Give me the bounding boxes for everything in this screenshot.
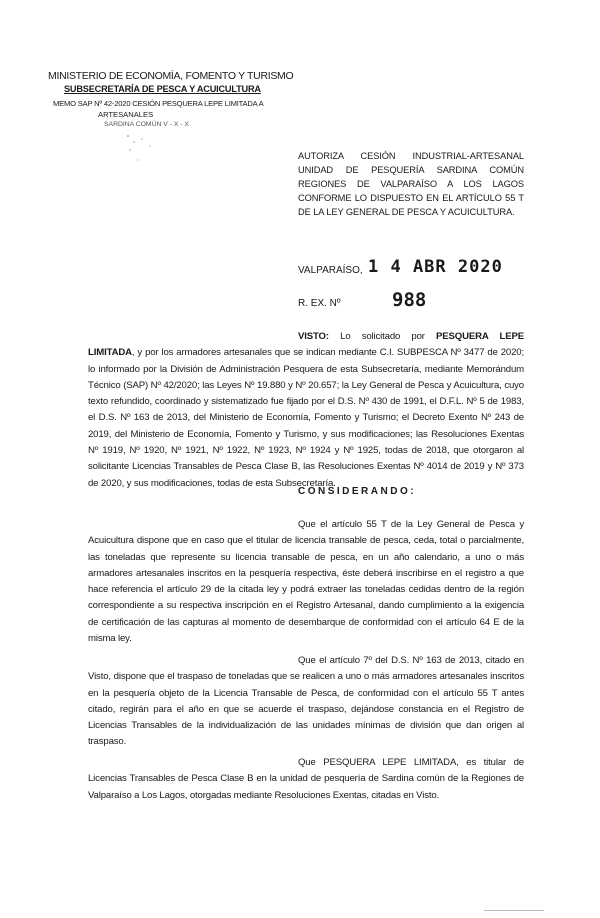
rex-label: R. EX. Nº <box>298 298 341 309</box>
visto-text-b: , y por los armadores artesanales que se indican mediante C.I. SUBPESCA Nº 3477 de 2020; lo informado por la División de Administración Pesquera de esta Subsecretaría, mediante Memorándum Técnico (SAP) Nº 42/2020; las Leyes Nº 19.880 y Nº 20.657; la Ley General de Pesca y Acuicultura, cuyo texto refundido, coordinado y sistematizado fue fijado por el D.S. Nº 430 de 1991, el D.F.L. Nº 5 de 1983, el D.S. Nº 163 de 2013, del Ministerio de Economía, Fomento y Turismo; el Decreto Exento Nº 243 de 2019, del Ministerio de Economía, Fomento y Turismo, y sus modificaciones; las Resoluciones Exentas Nº 1919, Nº 1920, Nº 1921, Nº 1922, Nº 1923, Nº 1924 y Nº 1925, todas de 2018, que otorgaron al solicitante Licencias Transables de Pesca Clase B, las Resoluciones Exentas Nº 4014 de 2019 y Nº 373 de 2020, y sus modificaciones, todas de esta Subsecretaría. <box>88 347 524 489</box>
memo-reference-line-1: MEMO SAP Nº 42-2020 CESIÓN PESQUERA LEPE LIMITADA A <box>53 99 264 108</box>
scan-speckle-marks <box>120 130 180 170</box>
memo-reference-line-3: SARDINA COMÚN V - X - X <box>104 121 189 128</box>
visto-label: VISTO: <box>298 331 329 342</box>
considerando-paragraph-1: Que el artículo 55 T de la Ley General de Pesca y Acuicultura dispone que en caso que el titular de licencia transable de pesca, ceda, total o parcialmente, las toneladas que represente su licencia transable de pesca, en un año calendario, a uno o más armadores artesanales inscritos en la pesquería respectiva, éste deberá inscribirse en el registro a que hace referencia el artículo 29 de la citada ley y podrá extraer las toneladas cedidas dentro de la región correspondiente a su respectiva inscripción en el Registro Artesanal, dando cumplimiento a la exigencia de certificación de las capturas al momento de desembarque de conformidad con el artículo 64 E de la misma ley. <box>88 519 524 645</box>
undersecretariat-header: SUBSECRETARÍA DE PESCA Y ACUICULTURA <box>64 84 261 94</box>
ministry-header: MINISTERIO DE ECONOMÍA, FOMENTO Y TURISMO <box>48 70 294 82</box>
considerando-heading: CONSIDERANDO: <box>298 486 417 497</box>
considerando-paragraph-3: Que PESQUERA LEPE LIMITADA, es titular de Licencias Transables de Pesca Clase B en la unidad de pesquería de Sardina común de la Regiones de Valparaíso a Los Lagos, otorgadas mediante Resoluciones Exentas, citadas en Visto. <box>88 757 524 801</box>
visto-text-a: Lo solicitado por <box>340 331 437 342</box>
visto-paragraph <box>88 329 524 492</box>
date-stamp: 1 4 ABR 2020 <box>368 257 503 277</box>
rex-number: 988 <box>392 289 427 311</box>
visto-company: PESQUERA LEPE LIMITADA <box>88 331 524 359</box>
footer-mark <box>484 910 544 911</box>
considerando-paragraph-2: Que el artículo 7º del D.S. Nº 163 de 2013, citado en Visto, dispone que el traspaso de toneladas que se realicen a uno o más armadores artesanales inscritos en la pesquería objeto de la Licencia Transable de Pesca, de conformidad con el artículo 55 T antes citado, regirán para el año en que se acuerde el traspaso, dejándose constancia en el Registro de Licencias Transables de la individualización de las unidades mínimas de división que dan origen al traspaso. <box>88 655 524 748</box>
resolution-title: AUTORIZA CESIÓN INDUSTRIAL-ARTESANAL UNIDAD DE PESQUERÍA SARDINA COMÚN REGIONES DE VALPARAÍSO A LOS LAGOS CONFORME LO DISPUESTO EN EL ARTÍCULO 55 T DE LA LEY GENERAL DE PESCA Y ACUICULTURA. <box>298 151 524 217</box>
memo-reference-line-2: ARTESANALES <box>98 110 154 119</box>
place-label: VALPARAÍSO, <box>298 265 363 276</box>
